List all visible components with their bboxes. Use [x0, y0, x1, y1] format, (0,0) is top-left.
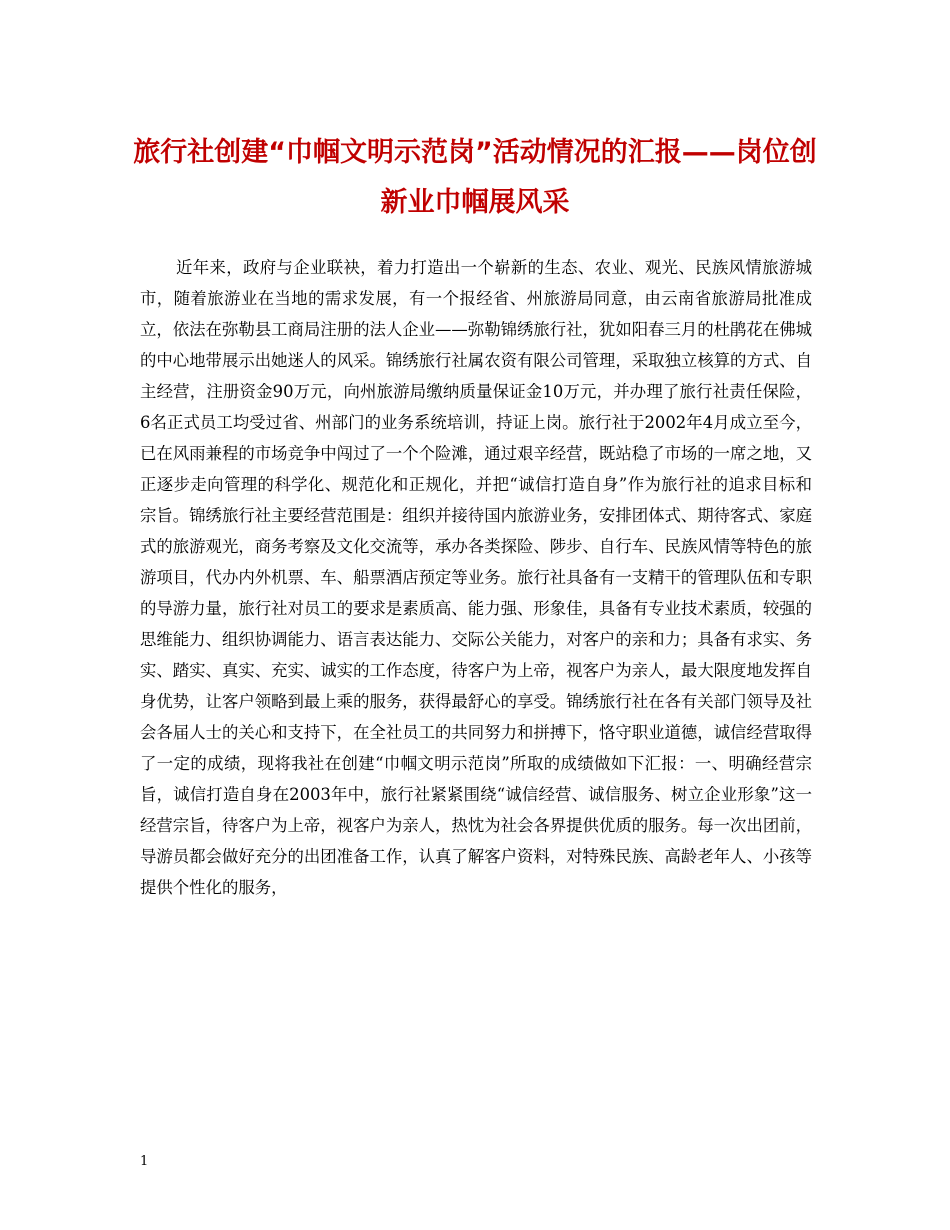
- document-title: 旅行社创建“巾帼文明示范岗”活动情况的汇报——岗位创新业巾帼展风采: [133, 137, 817, 218]
- page-number: 1: [140, 1154, 149, 1169]
- body-paragraph: 近年来，政府与企业联袂，着力打造出一个崭新的生态、农业、观光、民族风情旅游城市，随着旅游业在当地的需求发展，有一个报经省、州旅游局同意，由云南省旅游局批准成立，依法在弥勒县工商局注册的法人企业——弥勒锦绣旅行社，犹如阳春三月的杜鹃花在佛城的中心地带展示出她迷人的风采。锦绣旅行社属农资有限公司管理，采取独立核算的方式、自主经营，注册资金90万元，向州旅游局缴纳质量保证金10万元，并办理了旅行社责任保险，6名正式员工均受过省、州部门的业务系统培训，持证上岗。旅行社于2002年4月成立至今，已在风雨兼程的市场竞争中闯过了一个个险滩，通过艰辛经营，既站稳了市场的一席之地，又正逐步走向管理的科学化、规范化和正规化，并把“诚信打造自身”作为旅行社的追求目标和宗旨。锦绣旅行社主要经营范围是：组织并接待国内旅游业务，安排团体式、期待客式、家庭式的旅游观光，商务考察及文化交流等，承办各类探险、陟步、自行车、民族风情等特色的旅游项目，代办内外机票、车、船票酒店预定等业务。旅行社具备有一支精干的管理队伍和专职的导游力量，旅行社对员工的要求是素质高、能力强、形象佳，具备有专业技术素质，较强的思维能力、组织协调能力、语言表达能力、交际公关能力，对客户的亲和力；具备有求实、务实、踏实、真实、充实、诚实的工作态度，待客户为上帝，视客户为亲人，最大限度地发挥自身优势，让客户领略到最上乘的服务，获得最舒心的享受。锦绣旅行社在各有关部门领导及社会各届人士的关心和支持下，在全社员工的共同努力和拼搏下，恪守职业道德，诚信经营取得了一定的成绩，现将我社在创建“巾帼文明示范岗”所取的成绩做如下汇报：一、明确经营宗旨，诚信打造自身在2003年中，旅行社紧紧围绕“诚信经营、诚信服务、树立企业形象”这一经营宗旨，待客户为上帝，视客户为亲人，热忱为社会各界提供优质的服务。每一次出团前，导游员都会做好充分的出团准备工作，认真了解客户资料，对特殊民族、高龄老年人、小孩等提供个性化的服务，: [140, 258, 813, 897]
